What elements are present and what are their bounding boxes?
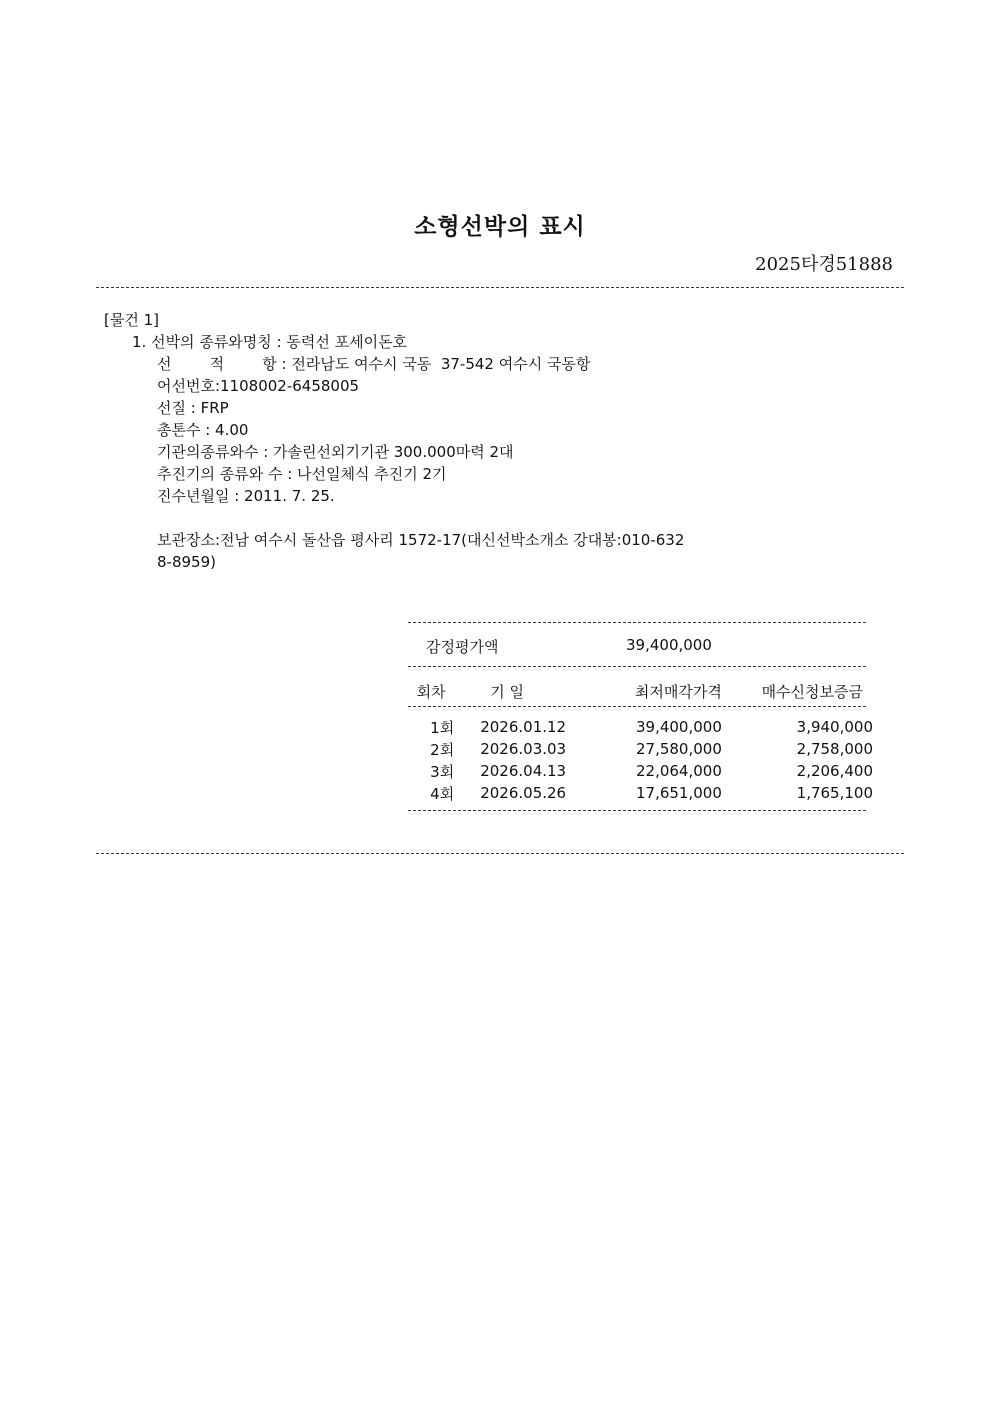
storage-location: 보관장소:전남 여수시 돌산읍 평사리 1572-17(대신선박소개소 강대봉:010-632 — [157, 531, 685, 549]
appraisal-label: 감정평가액 — [426, 638, 499, 656]
appraisal-mid-divider — [408, 666, 866, 667]
date-cell: 2026.04.13 — [480, 762, 567, 780]
top-divider — [96, 287, 904, 288]
table-row — [408, 760, 873, 782]
table-row — [408, 782, 873, 804]
round-cell: 3회 — [430, 762, 455, 781]
header-date: 기 일 — [490, 682, 524, 701]
item-header: [물건 1] — [104, 311, 159, 329]
min-price-cell: 22,064,000 — [635, 762, 722, 780]
table-header-row — [408, 678, 873, 704]
appraisal-row — [408, 636, 873, 660]
date-cell: 2026.05.26 — [480, 784, 567, 802]
hull-material: 선질 : FRP — [157, 399, 229, 417]
table-row — [408, 738, 873, 760]
launch-date: 진수년월일 : 2011. 7. 25. — [157, 487, 335, 505]
propeller-info: 추진기의 종류와 수 : 나선일체식 추진기 2기 — [157, 465, 447, 483]
engine-info: 기관의종류와수 : 가솔린선외기기관 300.000마력 2대 — [157, 443, 514, 461]
appraisal-top-divider — [408, 622, 866, 623]
header-min-price: 최저매각가격 — [634, 682, 722, 701]
round-cell: 4회 — [430, 784, 455, 803]
date-cell: 2026.03.03 — [480, 740, 567, 758]
port-of-registry: 선 적 항 : 전라남도 여수시 국동 37-542 여수시 국동항 — [157, 355, 591, 373]
item-description — [104, 309, 684, 573]
min-price-cell: 39,400,000 — [635, 718, 722, 736]
auction-schedule-table — [408, 678, 873, 818]
round-cell: 2회 — [430, 740, 455, 759]
storage-location-cont: 8-8959) — [157, 553, 216, 571]
deposit-cell: 2,206,400 — [796, 762, 873, 780]
deposit-cell: 2,758,000 — [796, 740, 873, 758]
deposit-cell: 3,940,000 — [796, 718, 873, 736]
min-price-cell: 17,651,000 — [635, 784, 722, 802]
header-round: 회차 — [416, 682, 446, 701]
vessel-type-name: 1. 선박의 종류와명칭 : 동력선 포세이돈호 — [132, 333, 408, 351]
table-row — [408, 716, 873, 738]
deposit-cell: 1,765,100 — [796, 784, 873, 802]
fishing-vessel-number: 어선번호:1108002-6458005 — [157, 377, 360, 395]
min-price-cell: 27,580,000 — [635, 740, 722, 758]
appraisal-value: 39,400,000 — [626, 636, 712, 654]
round-cell: 1회 — [430, 718, 455, 737]
page-title: 소형선박의 표시 — [414, 214, 586, 240]
case-number: 2025타경51888 — [755, 254, 893, 275]
date-cell: 2026.01.12 — [480, 718, 567, 736]
header-deposit: 매수신청보증금 — [761, 682, 863, 701]
bottom-divider — [96, 853, 904, 854]
header-divider — [408, 706, 866, 707]
table-bottom-divider — [408, 810, 866, 811]
gross-tonnage: 총톤수 : 4.00 — [157, 421, 249, 439]
